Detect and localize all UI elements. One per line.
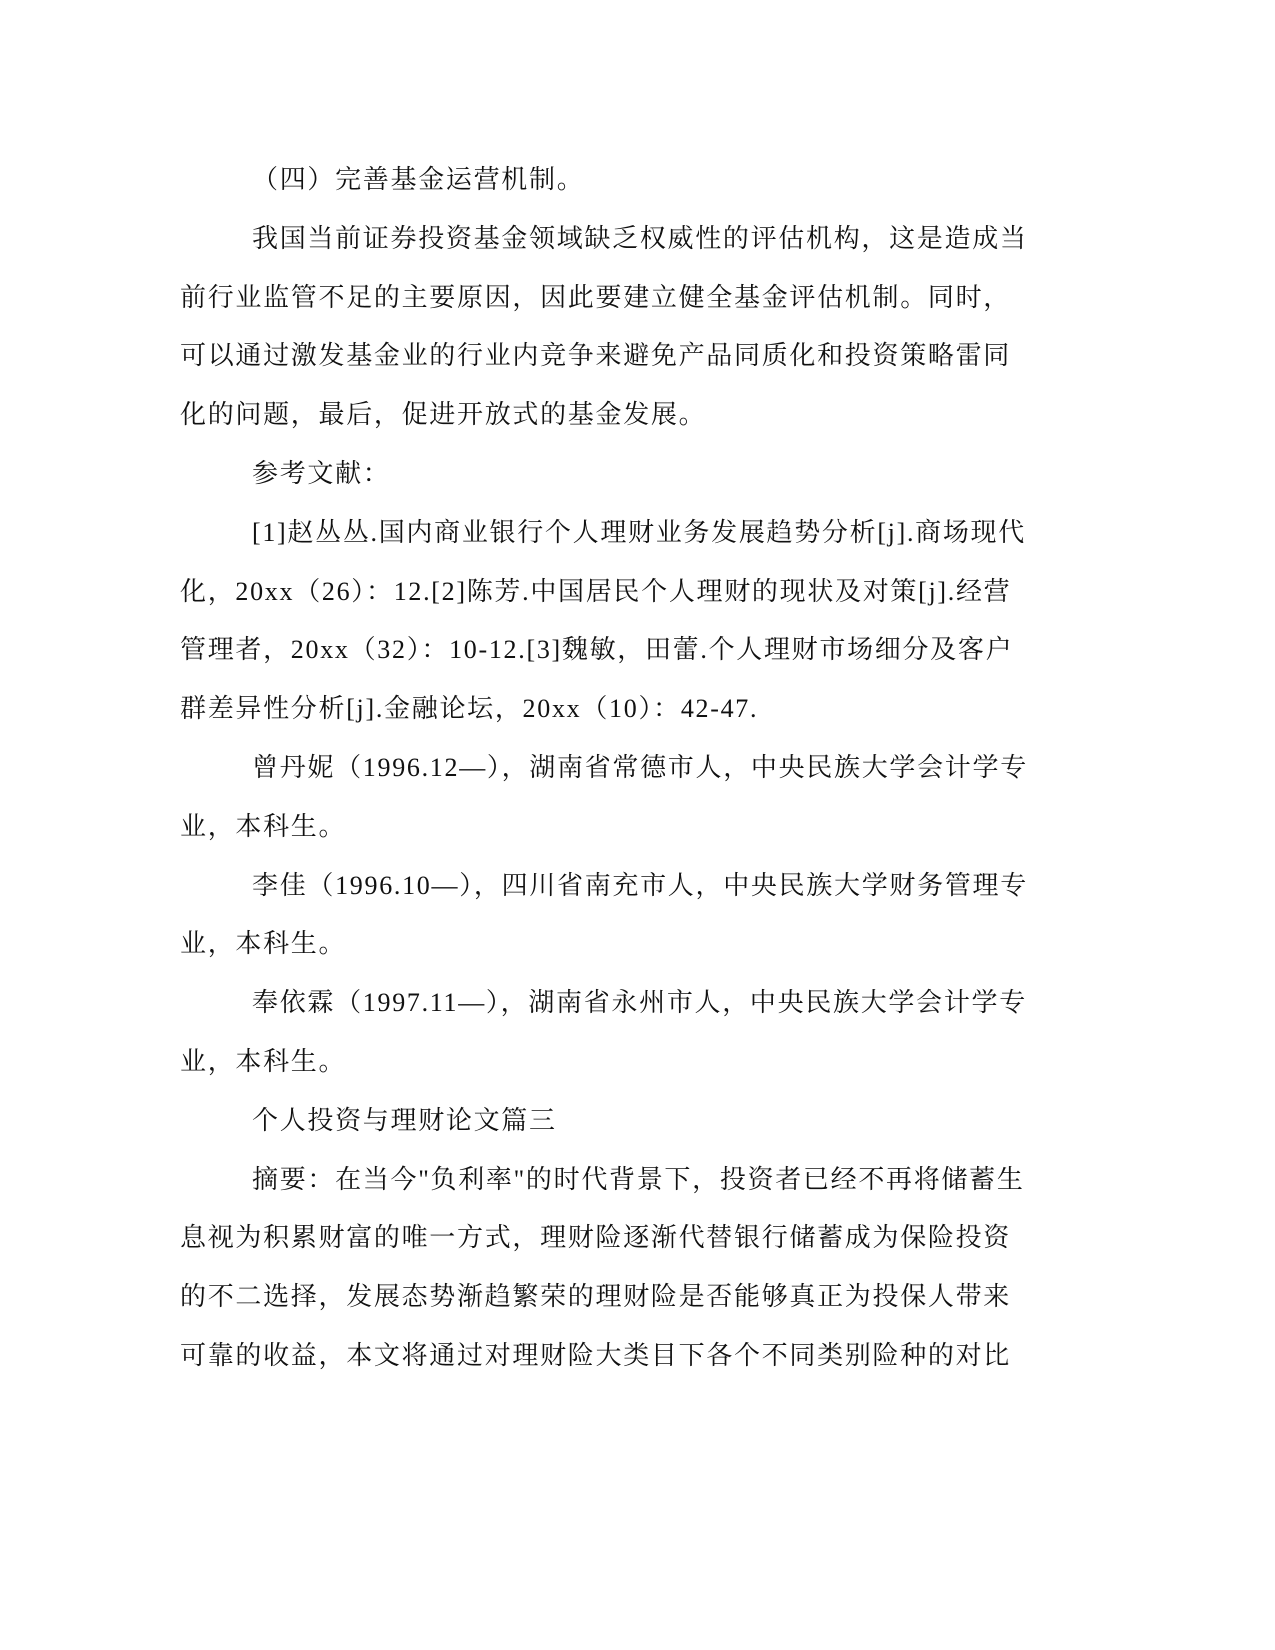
text-line: （四）完善基金运营机制。 xyxy=(252,165,585,194)
author-bio xyxy=(180,739,1275,857)
article-title xyxy=(180,1092,1275,1151)
text-line: 业，本科生。 xyxy=(180,929,347,959)
section-heading xyxy=(180,151,1275,210)
text-line: 化，20xx（26）：12.[2]陈芳.中国居民个人理财的现状及对策[j].经营 xyxy=(180,576,1012,606)
text-line: 可以通过激发基金业的行业内竞争来避免产品同质化和投资策略雷同 xyxy=(180,341,1012,371)
text-line: 参考文献： xyxy=(252,458,391,488)
text-line: 奉依霖（1997.11—），湖南省永州市人，中央民族大学会计学专 xyxy=(252,988,1027,1018)
references-list xyxy=(180,504,1275,739)
text-line: 化的问题，最后，促进开放式的基金发展。 xyxy=(180,400,707,430)
text-line: [1]赵丛丛.国内商业银行个人理财业务发展趋势分析[j].商场现代 xyxy=(252,517,1026,547)
references-heading xyxy=(180,445,1275,504)
text-line: 我国当前证券投资基金领域缺乏权威性的评估机构，这是造成当 xyxy=(252,223,1028,253)
text-line: 管理者，20xx（32）：10-12.[3]魏敏，田蕾.个人理财市场细分及客户 xyxy=(180,635,1014,665)
abstract-paragraph xyxy=(180,1151,1275,1386)
text-line: 群差异性分析[j].金融论坛，20xx（10）：42-47. xyxy=(180,694,759,724)
text-line: 可靠的收益，本文将通过对理财险大类目下各个不同类别险种的对比 xyxy=(180,1340,1012,1370)
text-line: 个人投资与理财论文篇三 xyxy=(252,1105,557,1135)
author-bio xyxy=(180,857,1275,975)
text-line: 息视为积累财富的唯一方式，理财险逐渐代替银行储蓄成为保险投资 xyxy=(180,1223,1012,1253)
text-line: 摘要：在当今"负利率"的时代背景下，投资者已经不再将储蓄生 xyxy=(252,1164,1025,1194)
text-line: 业，本科生。 xyxy=(180,811,347,841)
text-line: 业，本科生。 xyxy=(180,1046,347,1076)
text-line: 李佳（1996.10—），四川省南充市人，中央民族大学财务管理专 xyxy=(252,870,1028,900)
text-line: 曾丹妮（1996.12—），湖南省常德市人，中央民族大学会计学专 xyxy=(252,752,1028,782)
text-line: 的不二选择，发展态势渐趋繁荣的理财险是否能够真正为投保人带来 xyxy=(180,1282,1012,1312)
text-line: 前行业监管不足的主要原因，因此要建立健全基金评估机制。同时， xyxy=(180,282,1012,312)
author-bio xyxy=(180,974,1275,1092)
body-paragraph xyxy=(180,210,1275,445)
